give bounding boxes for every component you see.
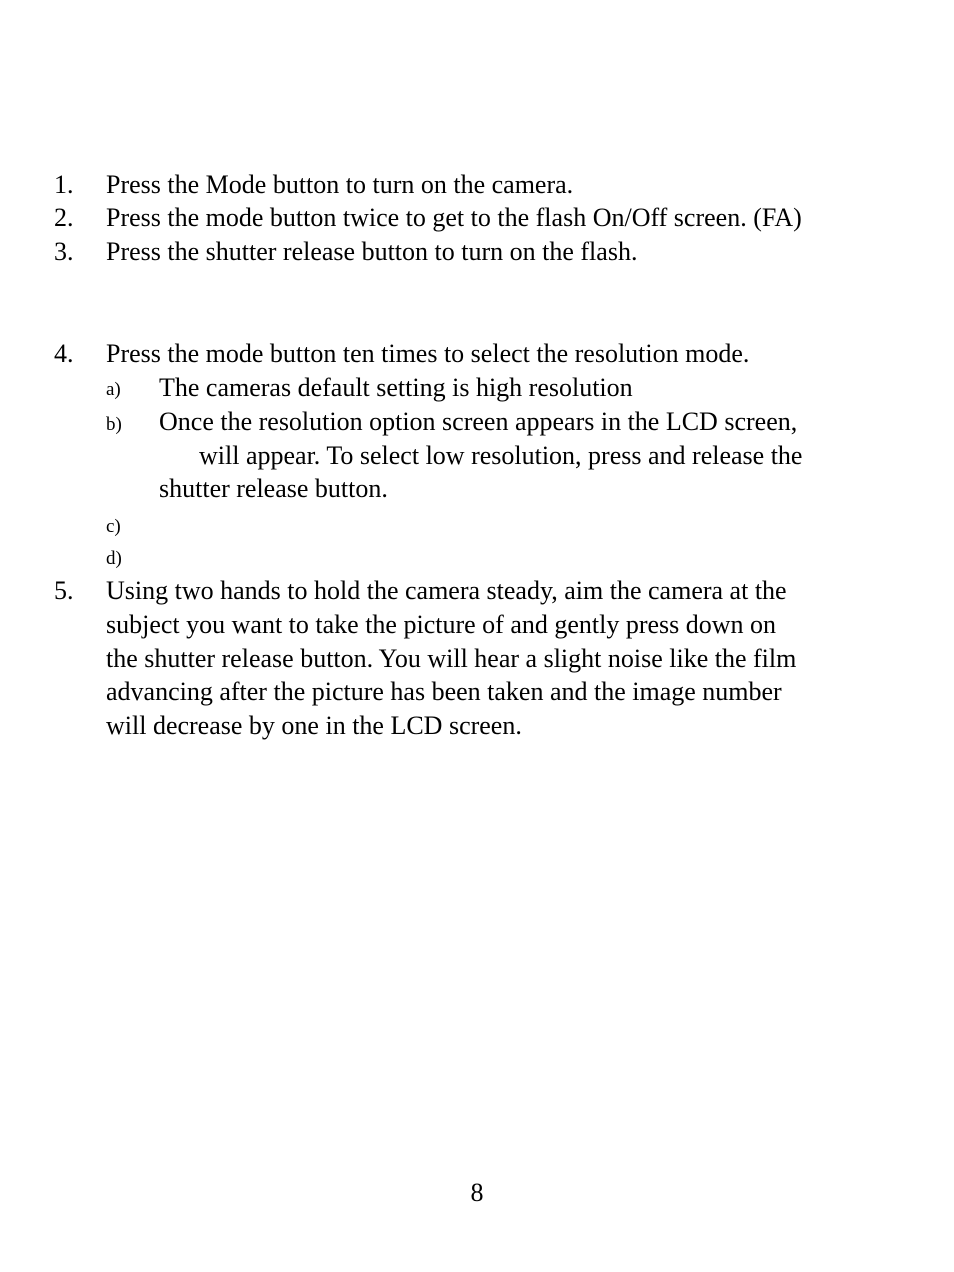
page-number: 8 bbox=[470, 1178, 484, 1207]
step-number: 3. bbox=[54, 237, 74, 266]
substep-label: a) bbox=[106, 379, 121, 400]
substep-label: d) bbox=[106, 548, 122, 569]
step-text: Press the mode button ten times to select the resolution mode. bbox=[106, 339, 750, 368]
step-text: Press the Mode button to turn on the camera. bbox=[106, 170, 574, 199]
step-number: 1. bbox=[54, 170, 74, 199]
step-text: Using two hands to hold the camera steady, aim the camera at the bbox=[106, 576, 787, 605]
substep-text: The cameras default setting is high resolution bbox=[159, 373, 633, 402]
step-text: will decrease by one in the LCD screen. bbox=[106, 711, 522, 740]
step-text: Press the mode button twice to get to the flash On/Off screen. (FA) bbox=[106, 203, 802, 232]
substep-label: b) bbox=[106, 414, 122, 435]
substep-text: shutter release button. bbox=[159, 474, 388, 503]
step-number: 2. bbox=[54, 203, 74, 232]
substep-text: will appear. To select low resolution, press and release the bbox=[199, 441, 803, 470]
step-text: the shutter release button. You will hear a slight noise like the film bbox=[106, 644, 797, 673]
step-text: advancing after the picture has been taken and the image number bbox=[106, 677, 782, 706]
substep-label: c) bbox=[106, 516, 121, 537]
step-number: 5. bbox=[54, 576, 74, 605]
step-number: 4. bbox=[54, 339, 74, 368]
step-text: Press the shutter release button to turn on the flash. bbox=[106, 237, 638, 266]
substep-text: Once the resolution option screen appears in the LCD screen, bbox=[159, 407, 798, 436]
step-text: subject you want to take the picture of and gently press down on bbox=[106, 610, 777, 639]
